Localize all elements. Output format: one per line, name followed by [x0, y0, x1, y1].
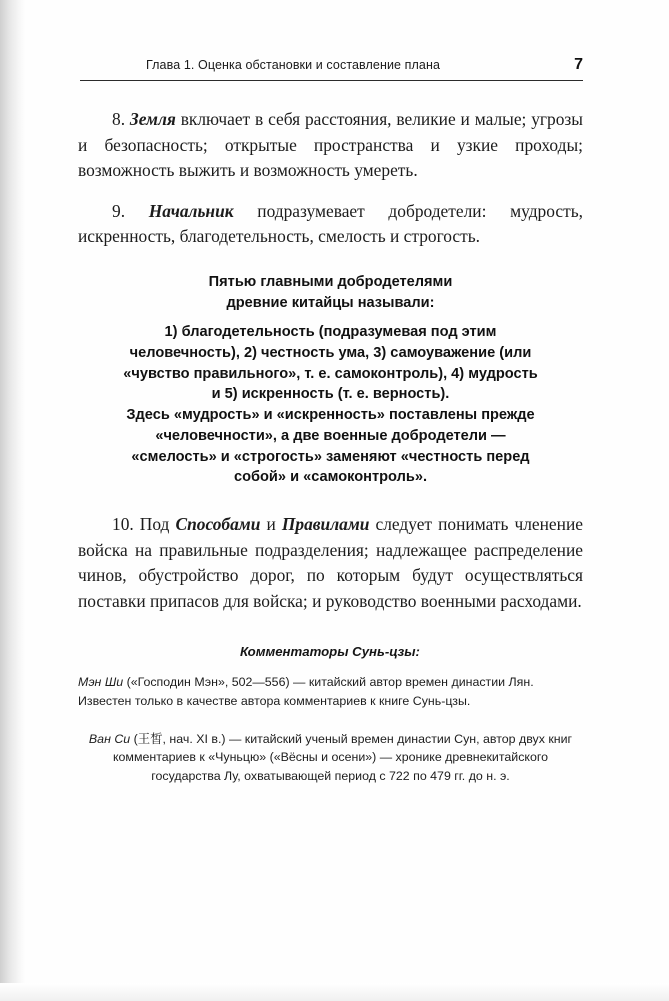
paragraph-10-text: следует понимать членение войска на правильные подразделения; надлежащее распределение чинов, обустройство дорог, по которым будут осуществляться поставки припасов для войска; и руководство военными расходами.	[78, 514, 583, 611]
body-text-2	[78, 512, 583, 614]
page-bottom-edge	[0, 983, 669, 1001]
commentator-open-paren: (	[130, 732, 138, 747]
paragraph-8-number: 8.	[112, 109, 126, 129]
paragraph-8-text: включает в себя расстояния, великие и малые; угрозы и безопасность; открытые пространства и узкие проходы; возможность выжить и возможность умереть.	[78, 109, 583, 181]
paragraph-9-text: подразумевает добродетели: мудрость, искренность, благодетельность, смелость и строгость.	[78, 200, 583, 247]
inset-heading	[78, 272, 583, 313]
paragraph-8-lead: Земля	[129, 109, 176, 129]
commentator-han-name: 王皙	[137, 731, 163, 747]
page-content	[72, 56, 588, 785]
inset-line: Здесь «мудрость» и «искренность» поставлены прежде	[126, 407, 535, 424]
inset-note	[78, 272, 583, 488]
inset-line: «человечности», а две военные добродетели —	[155, 427, 506, 444]
page-number: 7	[574, 56, 583, 73]
inset-line: 1) благодетельность (подразумевая под этим	[164, 324, 497, 341]
paragraph-10-number: 10. Под	[112, 514, 176, 535]
commentator-body: («Господин Мэн», 502—556) — китайский автор времен династии Лян. Известен только в качестве автора комментариев к книге Сунь-цзы.	[78, 675, 534, 708]
commentator-body: , нач. XI в.) — китайский ученый времен династии Сун, автор двух книг комментариев к «Чуньцю» («Вёсны и осени») — хронике древнекитайского государства Лу, охватывающей период с 722 по 479 гг. до н. э.	[112, 732, 573, 783]
paragraph-9-number: 9.	[112, 200, 126, 221]
paragraph-10-lead-1: Способами	[175, 514, 261, 535]
paragraph-8	[78, 107, 583, 184]
paragraph-9-lead: Начальник	[148, 200, 234, 221]
inset-line: человечность), 2) честность ума, 3) самоуважение (или	[129, 345, 532, 362]
commentators-title: Комментаторы Сунь-цзы:	[240, 644, 420, 660]
inset-heading-line-2: древние китайцы называли:	[226, 294, 435, 311]
commentator-name: Ван Си	[88, 732, 131, 747]
inset-body	[78, 322, 583, 488]
commentator-entry-2	[78, 730, 583, 785]
paragraph-10	[78, 512, 583, 614]
commentator-name: Мэн Ши	[78, 675, 124, 690]
inset-line: собой» и «самоконтроль».	[233, 469, 428, 486]
running-head-title: Глава 1. Оценка обстановки и составление плана	[146, 58, 441, 72]
inset-heading-line-1: Пятью главными добродетелями	[208, 273, 453, 290]
inset-line: и 5) искренность (т. е. верность).	[211, 386, 450, 403]
inset-line: «чувство правильного», т. е. самоконтроль), 4) мудрость	[123, 365, 538, 382]
inset-line: «смелость» и «строгость» заменяют «честность перед	[131, 448, 530, 465]
body-text	[78, 107, 583, 250]
paragraph-10-conj: и	[260, 514, 282, 535]
paragraph-9	[78, 199, 583, 250]
commentator-entry-1	[78, 673, 583, 710]
page-gutter-shadow	[0, 0, 26, 1001]
running-head	[80, 56, 583, 81]
paragraph-10-lead-2: Правилами	[281, 514, 370, 535]
